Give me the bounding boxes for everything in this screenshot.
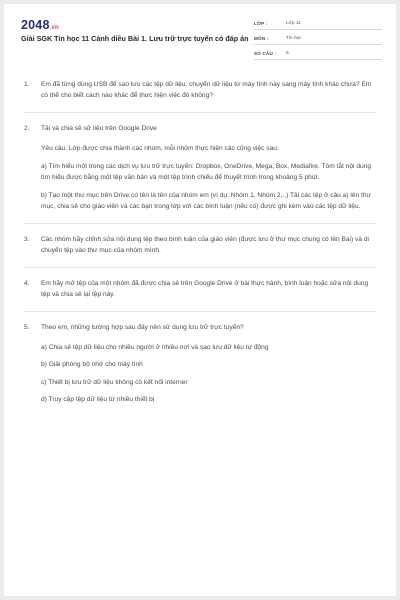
question-3 [24, 235, 376, 256]
question-text: Em hãy mở tệp của một nhóm đã được chia sẻ trên Google Drive ở bài thực hành, bình luận hoặc sửa nội dung tệp và chia sẻ lại tệp này. [41, 280, 369, 298]
question-requirement: Yêu cầu: Lớp được chia thành các nhóm, mỗi nhóm thực hiện các công việc sau: [41, 144, 279, 152]
answer-option-b: b) Giải phóng bộ nhớ cho máy tính [41, 361, 143, 368]
meta-row-count [254, 47, 382, 60]
question-number: 1. [24, 81, 30, 88]
divider [24, 112, 376, 113]
question-text: Các nhóm hãy chỉnh sửa nội dung tệp theo bình luận của giáo viên (được lưu ở thư mục chung có tên Bai) và di chuyển tệp vào thư mục của nhóm mình. [41, 236, 369, 254]
question-1 [24, 80, 376, 101]
question-number: 3. [24, 236, 30, 243]
meta-label: SỐ CÂU : [254, 50, 277, 56]
question-number: 4. [24, 280, 30, 287]
question-text: Em đã từng dùng USB để sao lưu các tệp dữ liệu, chuyển dữ liệu từ máy tính này sang máy tính khác chưa? Em có thể cho biết cách nào khác để thực hiện việc đó không? [41, 81, 372, 99]
meta-row-class [254, 17, 382, 30]
question-part-b: b) Tạo một thư mục trên Drive có tên là tên của nhóm em (ví dụ: Nhóm 1, Nhóm 2,..) Tải các tệp ở câu a) lên thư mục, chia sẻ cho giáo viên và các bạn trong lớp với các bình luận (nếu có) được ghi kèm vào các tệp dữ liệu. [41, 192, 371, 210]
question-4 [24, 279, 376, 300]
answer-option-c: c) Thiết bị lưu trữ dữ liệu không có kết nối interner [41, 378, 188, 386]
meta-table [254, 17, 382, 62]
question-part-a: a) Tìm hiểu một trong các dịch vụ lưu trữ trực tuyến: Dropbox, OneDrive, Mega, Box, Mediafire. Tóm tắt nội dung tìm hiểu được bằng một tệp văn bản và một tệp trình chiếu để thuyết trình trong khoảng 5 phút. [41, 163, 372, 181]
question-5 [24, 323, 376, 406]
document-page [4, 4, 396, 596]
document-header [4, 4, 396, 66]
site-logo[interactable] [21, 18, 59, 32]
question-2 [24, 124, 376, 212]
meta-value: 5 [286, 50, 289, 56]
divider [24, 267, 376, 268]
question-text: Tải và chia sẻ sử liệu trên Google Drive [41, 125, 157, 132]
question-number: 5. [24, 324, 30, 331]
logo-main-text: 2048 [21, 18, 50, 32]
document-title: Giải SGK Tin học 11 Cánh diều Bài 1. Lưu trữ trực tuyến có đáp án [21, 34, 249, 43]
meta-label: LỚP : [254, 20, 268, 26]
logo-suffix-text: .vn [49, 25, 59, 31]
question-list [24, 80, 376, 406]
question-text: Theo em, những tường hợp sau đây nên sử dụng lưu trữ trực tuyến? [41, 324, 244, 331]
answer-option-d: d) Truy cập tệp dữ liệu từ nhiều thiết bị [41, 396, 155, 403]
divider [24, 223, 376, 224]
question-number: 2. [24, 125, 30, 132]
meta-value: Lớp 11 [286, 20, 301, 26]
answer-option-a: a) Chia sẻ tệp dữ liệu cho nhiều người ở nhiều nơi và sao lưu dữ liệu tự động [41, 343, 269, 351]
meta-label: MÔN : [254, 35, 269, 41]
meta-row-subject [254, 32, 382, 45]
divider [24, 311, 376, 312]
meta-value: Tin học [286, 35, 302, 41]
